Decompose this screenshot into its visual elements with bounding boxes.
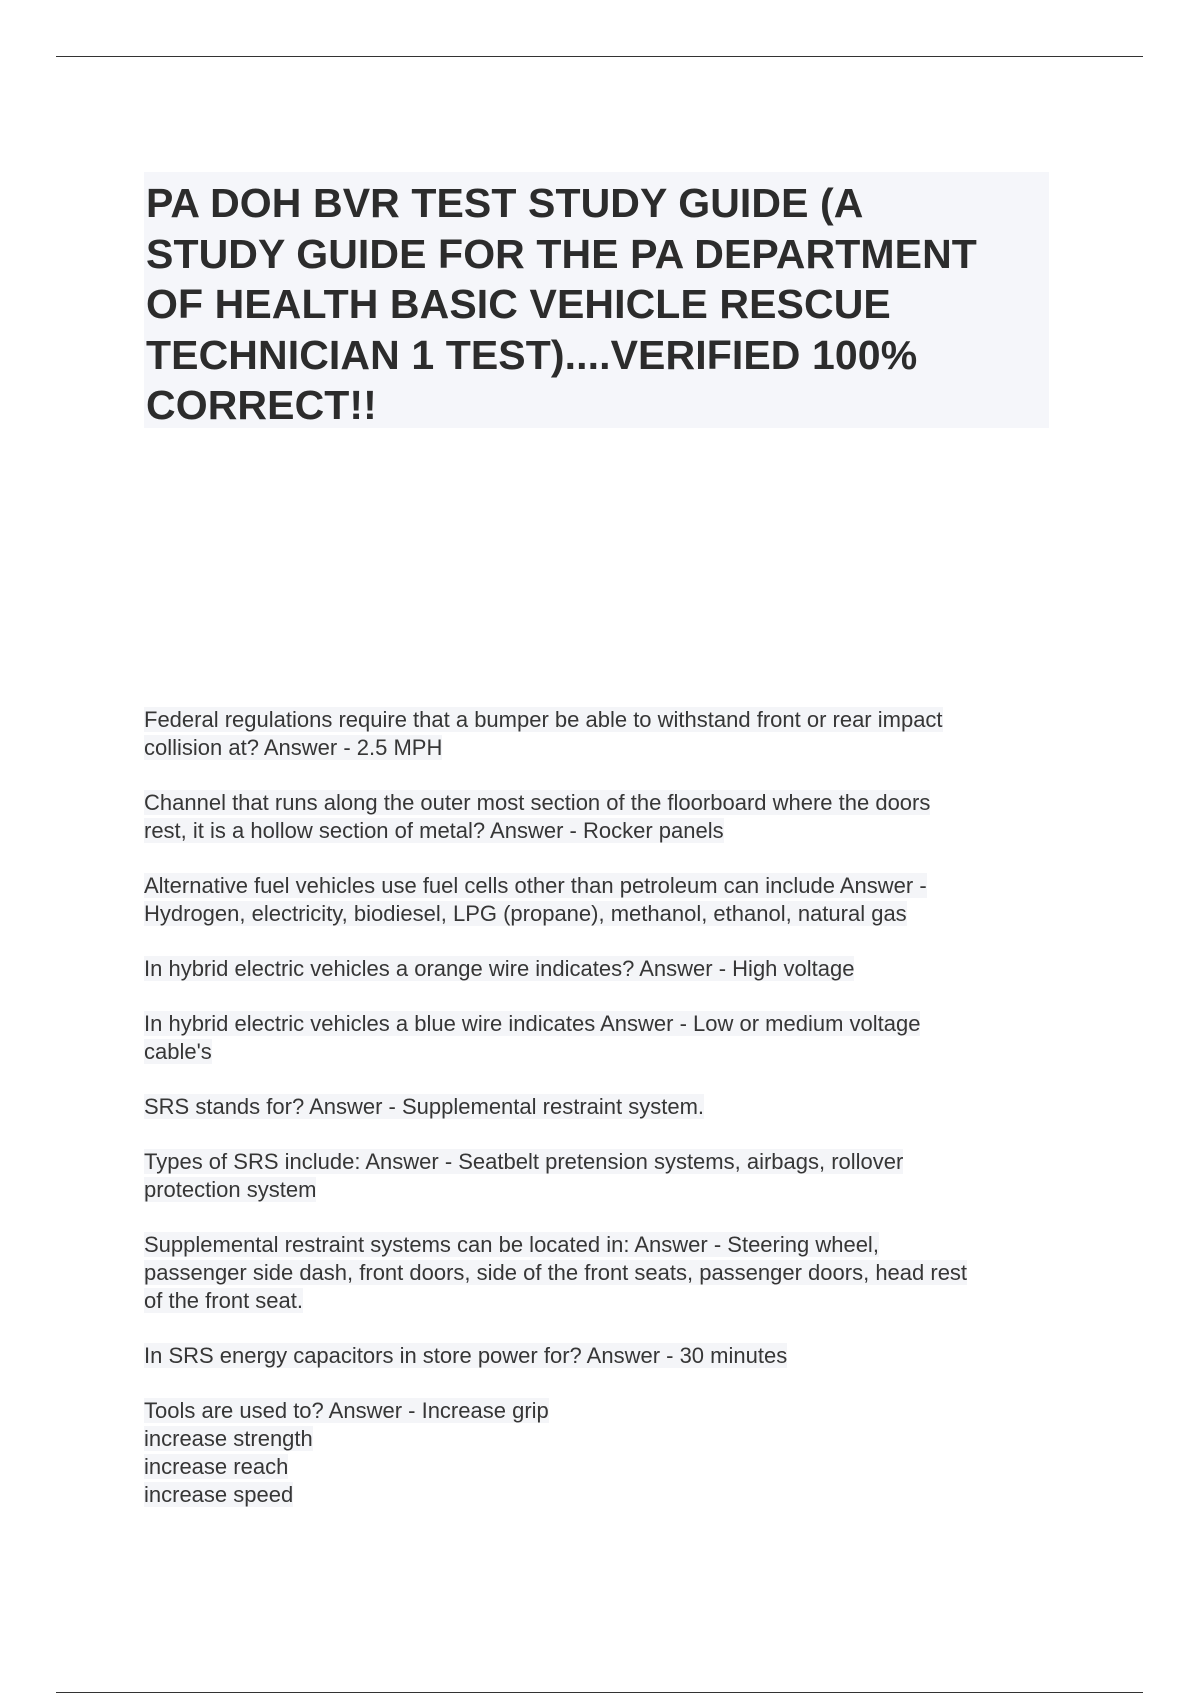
qa-line: increase strength <box>144 1426 313 1451</box>
qa-item <box>144 872 1064 928</box>
title-block <box>144 172 1049 428</box>
qa-line: protection system <box>144 1177 317 1202</box>
qa-item <box>144 706 1064 762</box>
qa-line: passenger side dash, front doors, side of the front seats, passenger doors, head rest <box>144 1260 968 1285</box>
qa-line: Types of SRS include: Answer - Seatbelt pretension systems, airbags, rollover <box>144 1149 904 1174</box>
qa-line: In hybrid electric vehicles a orange wire indicates? Answer - High voltage <box>144 956 855 981</box>
qa-item <box>144 789 1064 845</box>
qa-line: increase speed <box>144 1482 294 1507</box>
qa-line: of the front seat. <box>144 1288 303 1313</box>
qa-line: cable's <box>144 1039 212 1064</box>
qa-line: collision at? Answer - 2.5 MPH <box>144 735 443 760</box>
qa-line: rest, it is a hollow section of metal? Answer - Rocker panels <box>144 818 724 843</box>
qa-list <box>144 706 1064 1536</box>
title-line: CORRECT!! <box>146 382 377 428</box>
qa-line: Federal regulations require that a bumper be able to withstand front or rear impact <box>144 707 943 732</box>
qa-item <box>144 1093 1064 1121</box>
qa-item <box>144 955 1064 983</box>
qa-line: In hybrid electric vehicles a blue wire indicates Answer - Low or medium voltage <box>144 1011 921 1036</box>
qa-line: SRS stands for? Answer - Supplemental restraint system. <box>144 1094 705 1119</box>
qa-line: increase reach <box>144 1454 289 1479</box>
title-line: TECHNICIAN 1 TEST)....VERIFIED 100% <box>146 331 918 378</box>
bottom-divider <box>56 1692 1143 1693</box>
title-line: STUDY GUIDE FOR THE PA DEPARTMENT <box>146 230 977 277</box>
title-line: OF HEALTH BASIC VEHICLE RESCUE <box>146 281 891 327</box>
qa-item <box>144 1148 1064 1204</box>
title-line: PA DOH BVR TEST STUDY GUIDE (A <box>146 180 864 226</box>
qa-line: Channel that runs along the outer most section of the floorboard where the doors <box>144 790 931 815</box>
qa-line: Hydrogen, electricity, biodiesel, LPG (propane), methanol, ethanol, natural gas <box>144 901 907 926</box>
qa-line: In SRS energy capacitors in store power for? Answer - 30 minutes <box>144 1343 788 1368</box>
qa-line: Tools are used to? Answer - Increase grip <box>144 1398 549 1423</box>
qa-item <box>144 1010 1064 1066</box>
qa-line: Alternative fuel vehicles use fuel cells other than petroleum can include Answer - <box>144 873 927 898</box>
qa-item <box>144 1231 1064 1315</box>
qa-line: Supplemental restraint systems can be located in: Answer - Steering wheel, <box>144 1232 879 1257</box>
top-divider <box>56 56 1143 57</box>
document-title <box>146 178 1046 431</box>
qa-item <box>144 1397 1064 1509</box>
qa-item <box>144 1342 1064 1370</box>
